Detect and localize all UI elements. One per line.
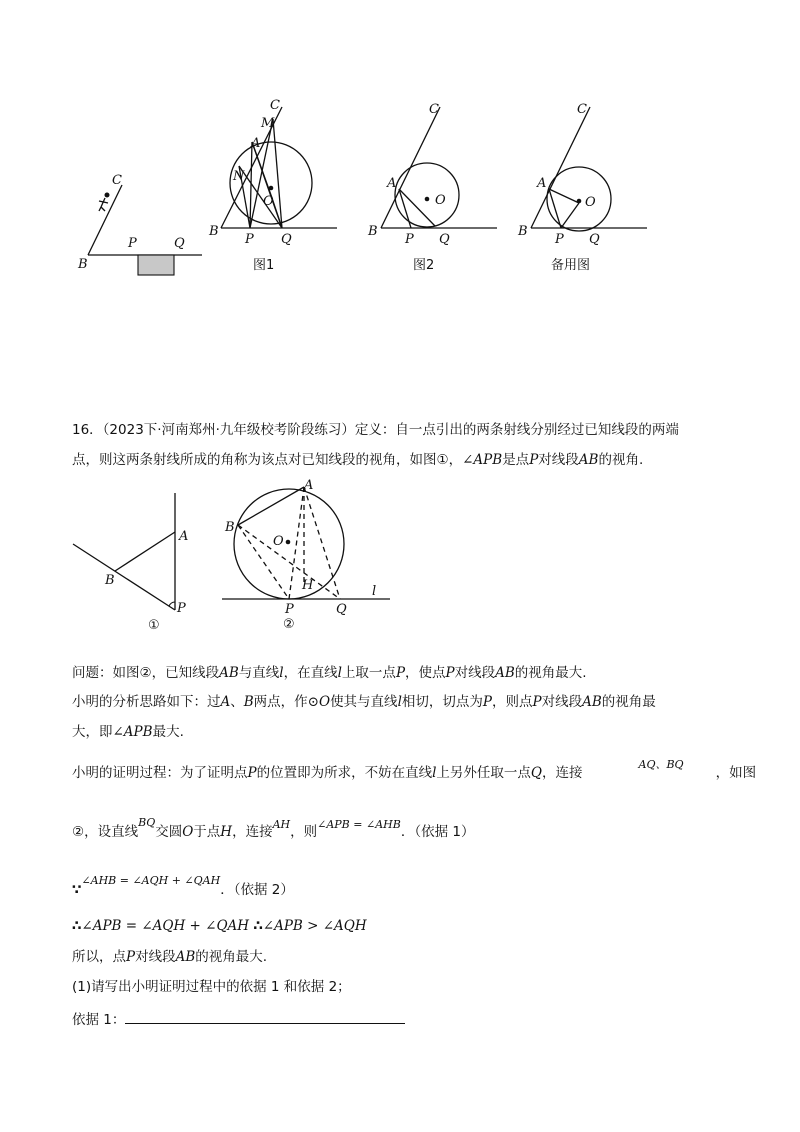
center-dot bbox=[269, 186, 274, 191]
angle-apb: ∠APB bbox=[462, 452, 503, 468]
answer-blank[interactable] bbox=[125, 1009, 405, 1024]
label-o: O bbox=[263, 194, 274, 209]
label-a: A bbox=[387, 176, 397, 191]
label-b: B bbox=[78, 257, 88, 272]
label-b: B bbox=[225, 520, 235, 535]
line-pb bbox=[73, 544, 175, 610]
segment-ab bbox=[115, 532, 175, 571]
caption: 图2 bbox=[413, 258, 435, 273]
person-icon bbox=[99, 193, 110, 212]
label-l: l bbox=[372, 584, 377, 599]
label-q: Q bbox=[281, 232, 292, 247]
center-dot bbox=[425, 197, 430, 202]
label-c: C bbox=[429, 102, 439, 117]
question-line-6: ∵$^{\angle AHB = \angle AQH + \angle QAH}$．（依据 2） bbox=[72, 874, 294, 898]
question-line-5: ②，设直线$^{BQ}$交圆O于点H，连接$^{AH}$，则$^{\angle APB = \angle AHB}$．（依据 1） bbox=[72, 816, 475, 840]
caption: 备用图 bbox=[551, 258, 591, 273]
mid-figure-2 bbox=[220, 475, 400, 635]
label-q: Q bbox=[589, 232, 600, 247]
label-c: C bbox=[577, 102, 587, 117]
question-line-1: 问题：如图②，已知线段AB与直线l，在直线l上取一点P，使点P对线段AB的视角最大. bbox=[72, 665, 587, 681]
question-line-8: 所以，点P对线段AB的视角最大. bbox=[72, 949, 268, 965]
label-c: C bbox=[112, 173, 122, 188]
question-line-4: 小明的证明过程：为了证明点P的位置即为所求，不妨在直线l上另外任取一点Q，连接$^{AQ、BQ}$，如图 bbox=[72, 758, 757, 781]
building-block bbox=[138, 255, 174, 275]
label-o: O bbox=[435, 193, 446, 208]
question-part-1: (1)请写出小明证明过程中的依据 1 和依据 2； bbox=[72, 979, 351, 995]
center-dot bbox=[577, 199, 582, 204]
label-q: Q bbox=[336, 602, 347, 617]
label-o: O bbox=[273, 534, 284, 549]
caption: ② bbox=[283, 617, 295, 632]
label-o: O bbox=[585, 195, 596, 210]
label-a: A bbox=[537, 176, 547, 191]
label-q: Q bbox=[439, 232, 450, 247]
label-h: H bbox=[302, 578, 314, 593]
question-line-3: 大，即∠APB最大. bbox=[72, 724, 184, 740]
label-p: P bbox=[405, 232, 414, 247]
label-a: A bbox=[304, 478, 314, 493]
scene-figure bbox=[70, 165, 220, 285]
problem-16-line-1 bbox=[72, 421, 679, 439]
caption: 图1 bbox=[253, 258, 275, 273]
label-b: B bbox=[209, 224, 219, 239]
label-c: C bbox=[270, 98, 280, 113]
top-figure-1 bbox=[205, 95, 345, 280]
question-line-2: 小明的分析思路如下：过A、B两点，作⊙O使其与直线l相切，切点为P，则点P对线段AB的视角最 bbox=[72, 694, 656, 710]
label-p: P bbox=[555, 232, 564, 247]
label-q: Q bbox=[174, 236, 185, 251]
label-n: N bbox=[233, 169, 245, 184]
problem-16-line-2: 点，则这两条射线所成的角称为该点对已知线段的视角，如图①，∠APB是点P对线段AB的视角. bbox=[72, 452, 644, 468]
top-figure-2 bbox=[365, 95, 505, 280]
label-m: M bbox=[261, 116, 275, 131]
label-a: A bbox=[179, 529, 189, 544]
label-p: P bbox=[285, 602, 294, 617]
caption: ① bbox=[148, 618, 160, 633]
mid-figure-1 bbox=[65, 488, 205, 638]
label-b: B bbox=[105, 573, 115, 588]
center-dot bbox=[286, 540, 291, 545]
ray-bc bbox=[381, 107, 440, 228]
angle-mark bbox=[169, 602, 175, 606]
question-line-7: ∴∠APB = ∠AQH + ∠QAH ∴∠APB > ∠AQH bbox=[72, 918, 367, 934]
answer-basis-1: 依据 1： bbox=[72, 1009, 405, 1029]
label-b: B bbox=[518, 224, 528, 239]
top-figure-3 bbox=[515, 95, 655, 280]
label-p: P bbox=[128, 236, 137, 251]
label-b: B bbox=[368, 224, 378, 239]
label-a: A bbox=[251, 136, 261, 151]
problem-16-definition: 16．（2023下·河南郑州·九年级校考阶段练习）定义：自一点引出的两条射线分别经过已知线段的两端 bbox=[72, 422, 679, 438]
label-p: P bbox=[177, 601, 186, 616]
label-p: P bbox=[245, 232, 254, 247]
